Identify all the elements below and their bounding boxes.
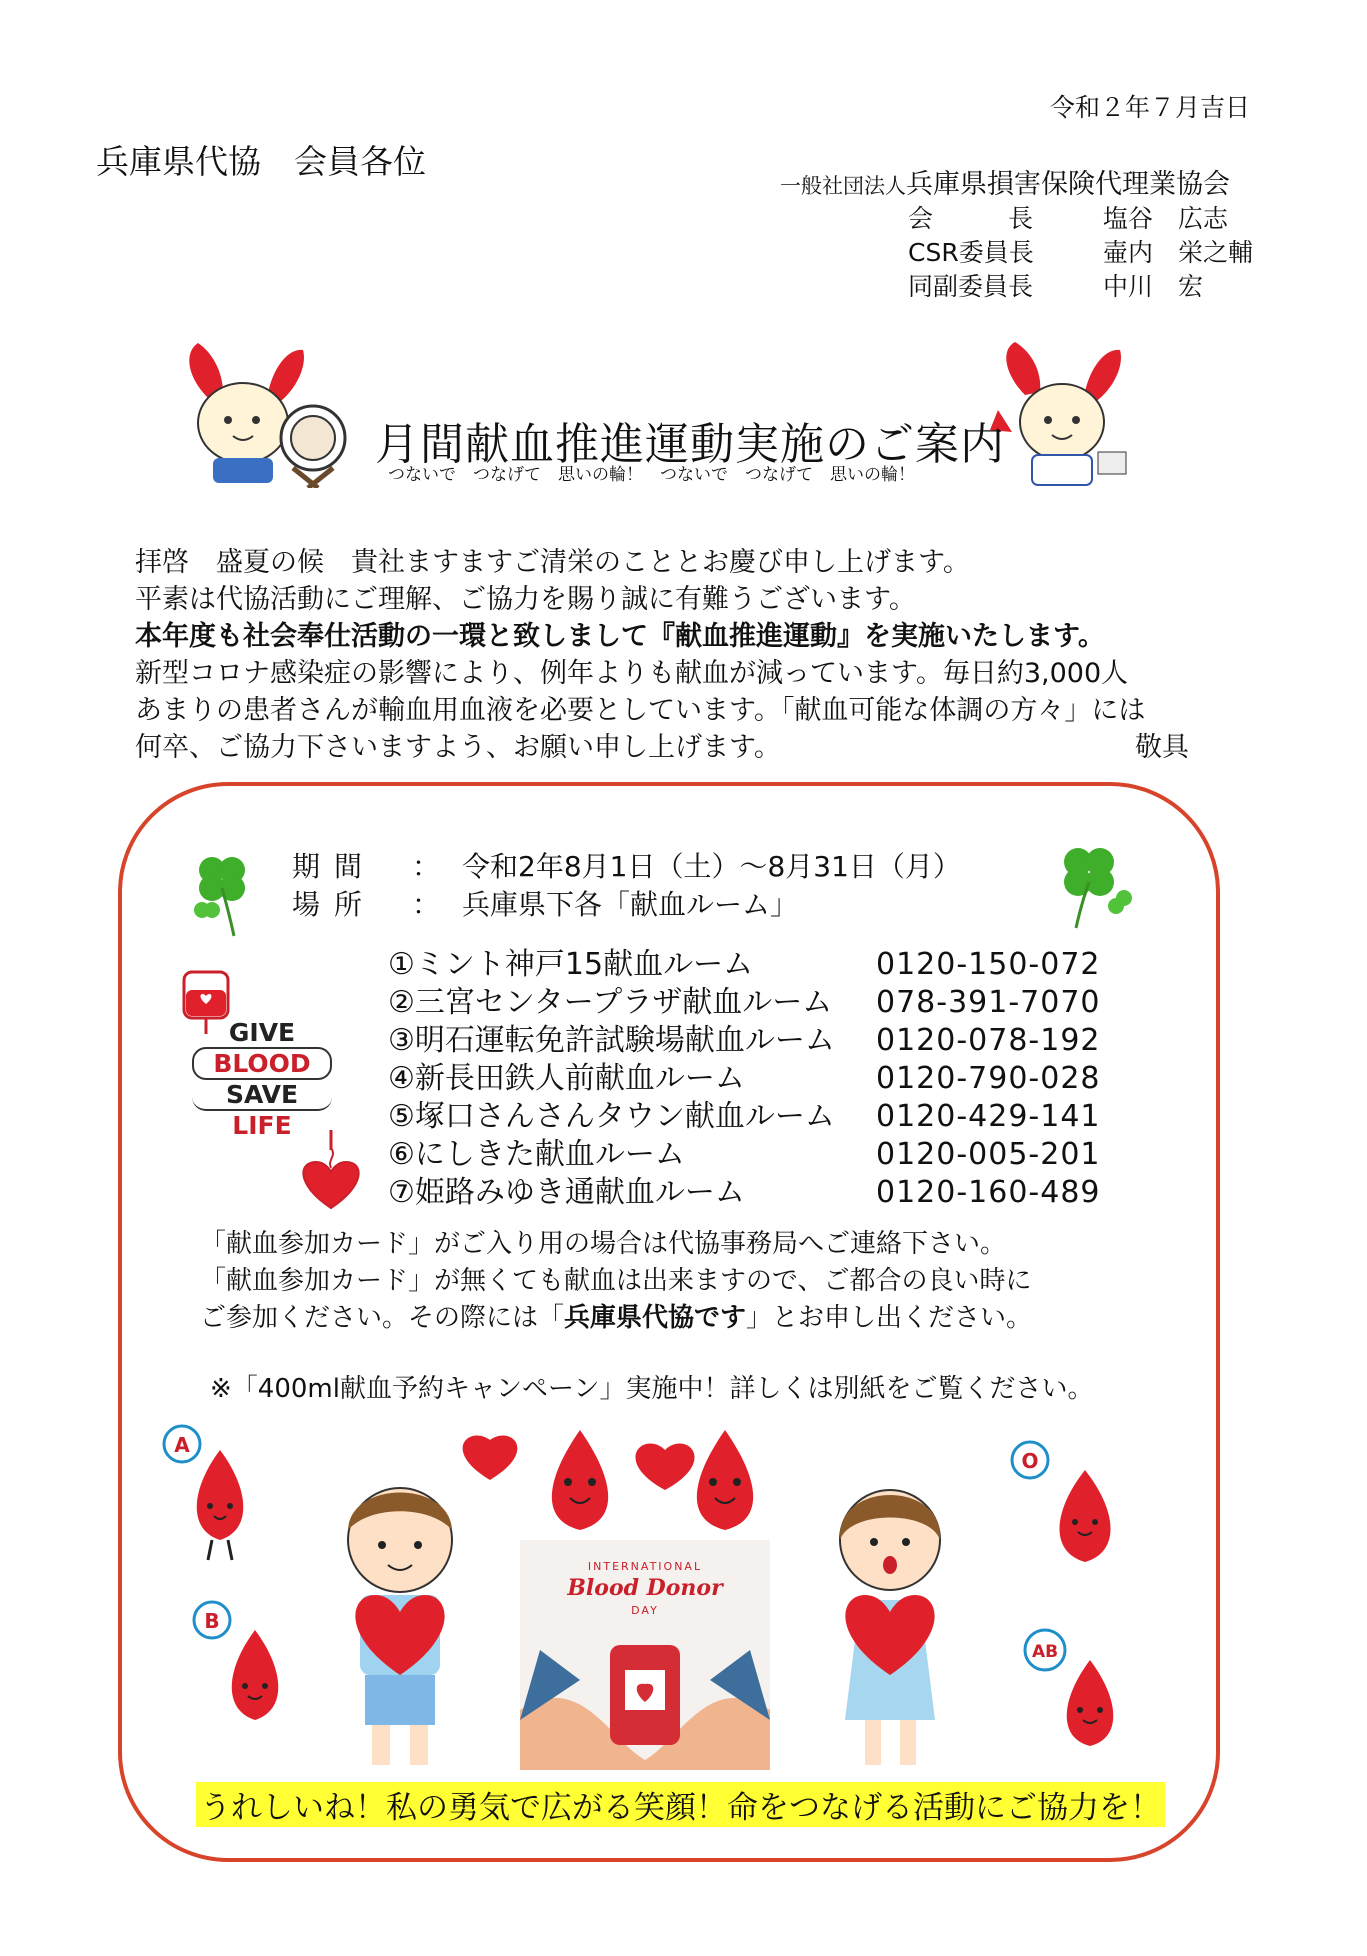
period-label: 期間 — [292, 850, 377, 883]
mascot-drummer-illustration — [168, 338, 348, 488]
list-item — [388, 1098, 1101, 1136]
page-title: 月間献血推進運動実施のご案内 — [375, 419, 1005, 470]
clover-icon — [1046, 840, 1136, 930]
blood-drop-ab-illustration — [1025, 1630, 1113, 1746]
colon: ： — [412, 850, 441, 883]
blood-type-label: O — [1021, 1449, 1039, 1473]
note-text: ご参加ください。その際には「 — [200, 1303, 565, 1333]
room-name: ③明石運転免許試験場献血ルーム — [388, 1023, 835, 1058]
list-item — [388, 984, 1101, 1022]
place-label: 場所 — [292, 888, 377, 921]
org-prefix: 一般社団法人 — [780, 174, 906, 198]
blood-type-label: B — [204, 1609, 220, 1633]
blood-drop-o-illustration — [1012, 1442, 1111, 1562]
room-name: ①ミント神戸15献血ルーム — [388, 947, 754, 982]
list-item — [388, 1022, 1101, 1060]
blood-donor-day-poster — [520, 1540, 770, 1770]
room-phone: 078-391-7070 — [876, 985, 1101, 1020]
blood-drop-b-illustration — [194, 1602, 278, 1720]
intro-line: 拝啓 盛夏の候 貴社ますますご清栄のこととお慶び申し上げます。 — [135, 547, 970, 578]
event-details — [292, 848, 961, 924]
give-blood-logo — [192, 1018, 332, 1140]
room-name: ④新長田鉄人前献血ルーム — [388, 1061, 745, 1096]
list-item — [388, 946, 1101, 984]
clover-icon — [184, 848, 264, 938]
room-phone: 0120-150-072 — [876, 947, 1101, 982]
organization-name — [780, 162, 1230, 201]
officer-name: 壷内 栄之輔 — [1103, 238, 1254, 267]
notes — [200, 1226, 1032, 1337]
note-line: 「献血参加カード」がご入り用の場合は代協事務局へご連絡下さい。 — [200, 1229, 1007, 1259]
list-item — [388, 1060, 1101, 1098]
poster-line-1: INTERNATIONAL — [587, 1560, 703, 1573]
colon: ： — [412, 888, 441, 921]
girl-with-heart-illustration — [840, 1490, 940, 1765]
org-name: 兵庫県損害保険代理業協会 — [906, 169, 1230, 200]
period-row — [292, 848, 961, 886]
smiling-drops-illustration — [463, 1430, 754, 1530]
intro-paragraph — [135, 544, 1235, 766]
intro-line — [135, 729, 1235, 766]
heart-flask-icon — [296, 1130, 366, 1210]
room-phone: 0120-005-201 — [876, 1137, 1101, 1172]
blood-type-label: A — [174, 1433, 190, 1457]
room-phone: 0120-078-192 — [876, 1023, 1101, 1058]
mascot-flag-illustration — [990, 340, 1140, 490]
list-item — [388, 1174, 1101, 1212]
place-row — [292, 886, 961, 924]
slogan: つないで つなげて 思いの輪！ つないで つなげて 思いの輪！ — [388, 465, 915, 485]
addressee: 兵庫県代協 会員各位 — [96, 142, 426, 181]
officer-role: 同副委員長 — [908, 272, 1034, 301]
document-date: 令和２年７月吉日 — [1050, 93, 1251, 122]
blood-text: BLOOD — [192, 1047, 332, 1080]
blood-drop-a-illustration — [164, 1426, 243, 1560]
blood-donation-illustration — [160, 1420, 1200, 1780]
note-line: 「献血参加カード」が無くても献血は出来ますので、ご都合の良い時に — [200, 1266, 1032, 1296]
list-item — [388, 1136, 1101, 1174]
bottom-banner: うれしいね！私の勇気で広がる笑顔！命をつなげる活動にご協力を！ — [196, 1782, 1165, 1827]
boy-with-heart-illustration — [348, 1488, 452, 1765]
intro-line: あまりの患者さんが輸血用血液を必要としています。「献血可能な体調の方々」には — [135, 695, 1146, 726]
officer-role: CSR委員長 — [908, 238, 1034, 267]
campaign-notice: ※「400ml献血予約キャンペーン」実施中！詳しくは別紙をご覧ください。 — [210, 1374, 1094, 1404]
room-name: ⑤塚口さんさんタウン献血ルーム — [388, 1099, 835, 1134]
intro-line-text: 何卒、ご協力下さいますよう、お願い申し上げます。 — [135, 732, 781, 763]
save-text: SAVE — [192, 1080, 332, 1111]
intro-line-emphasis: 本年度も社会奉仕活動の一環と致しまして『献血推進運動』を実施いたします。 — [135, 621, 1105, 652]
place-value: 兵庫県下各「献血ルーム」 — [462, 888, 799, 921]
note-text: 」とお申し出ください。 — [746, 1303, 1033, 1333]
life-text: LIFE — [232, 1111, 292, 1140]
room-name: ②三宮センタープラザ献血ルーム — [388, 985, 833, 1020]
blood-type-label: AB — [1031, 1642, 1059, 1662]
give-text: GIVE — [228, 1018, 296, 1047]
officer-row — [908, 236, 1253, 270]
officer-name: 塩谷 広志 — [1103, 204, 1229, 233]
officer-list — [908, 202, 1253, 304]
period-value: 令和2年8月1日（土）～8月31日（月） — [462, 850, 961, 883]
note-emphasis: 兵庫県代協です — [564, 1303, 747, 1333]
room-phone: 0120-790-028 — [876, 1061, 1101, 1096]
officer-name: 中川 宏 — [1103, 272, 1204, 301]
closing: 敬具 — [1135, 732, 1189, 763]
room-phone: 0120-160-489 — [876, 1175, 1101, 1210]
room-name: ⑦姫路みゆき通献血ルーム — [388, 1175, 745, 1210]
donation-room-list — [388, 946, 1101, 1212]
poster-line-2: Blood Donor — [567, 1575, 723, 1601]
officer-row — [908, 202, 1253, 236]
room-name: ⑥にしきた献血ルーム — [388, 1137, 685, 1172]
note-line — [200, 1300, 1032, 1337]
intro-line: 新型コロナ感染症の影響により、例年よりも献血が減っています。毎日約3,000人 — [135, 658, 1129, 689]
intro-line: 平素は代協活動にご理解、ご協力を賜り誠に有難うございます。 — [135, 584, 916, 615]
room-phone: 0120-429-141 — [876, 1099, 1101, 1134]
officer-role: 会 長 — [908, 204, 1034, 233]
poster-line-3: DAY — [631, 1604, 659, 1617]
officer-row — [908, 270, 1253, 304]
